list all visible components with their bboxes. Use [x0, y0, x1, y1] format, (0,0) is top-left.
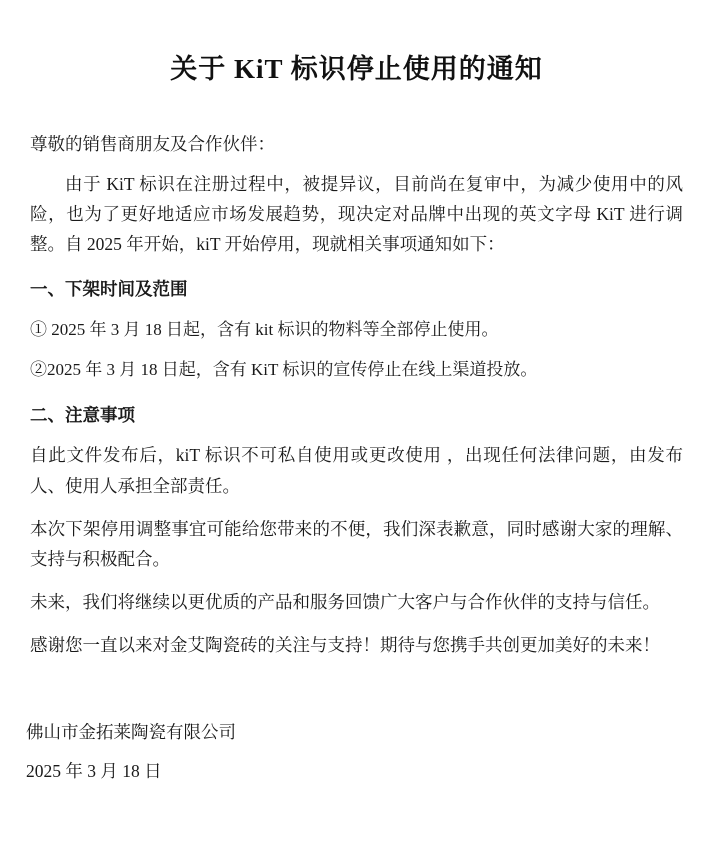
document-body — [26, 129, 687, 660]
notice-paragraph: 自此文件发布后，kiT 标识不可私自使用或更改使用 ，出现任何法律问题，由发布人、使用人承担全部责任。 — [30, 445, 683, 496]
list-item: ① 2025 年 3 月 18 日起，含有 kit 标识的物料等全部停止使用。 — [30, 320, 499, 340]
signature-block — [26, 716, 687, 789]
list-item: ②2025 年 3 月 18 日起，含有 KiT 标识的宣传停止在线上渠道投放。 — [30, 360, 538, 380]
notice-paragraph: 感谢您一直以来对金艾陶瓷砖的关注与支持！期待与您携手共创更加美好的未来！ — [30, 634, 660, 655]
page-title: 关于 KiT 标识停止使用的通知 — [170, 54, 543, 84]
signature-company: 佛山市金拓莱陶瓷有限公司 — [26, 722, 236, 742]
notice-paragraph: 本次下架停用调整事宜可能给您带来的不便，我们深表歉意，同时感谢大家的理解、支持与积极配合。 — [30, 518, 683, 569]
signature-date: 2025 年 3 月 18 日 — [26, 761, 162, 782]
notice-paragraph: 未来，我们将继续以更优质的产品和服务回馈广大客户与合作伙伴的支持与信任。 — [30, 591, 660, 612]
section-heading-1: 一、下架时间及范围 — [30, 279, 188, 300]
salutation: 尊敬的销售商朋友及合作伙伴： — [30, 134, 275, 155]
intro-paragraph: 由于 KiT 标识在注册过程中，被提异议，目前尚在复审中，为减少使用中的风险，也为了更好地适应市场发展趋势，现决定对品牌中出现的英文字母 KiT 进行调整。自 2025 年开始，kiT 开始停用，现就相关事项通知如下： — [30, 174, 683, 255]
section-heading-2: 二、注意事项 — [30, 404, 135, 425]
